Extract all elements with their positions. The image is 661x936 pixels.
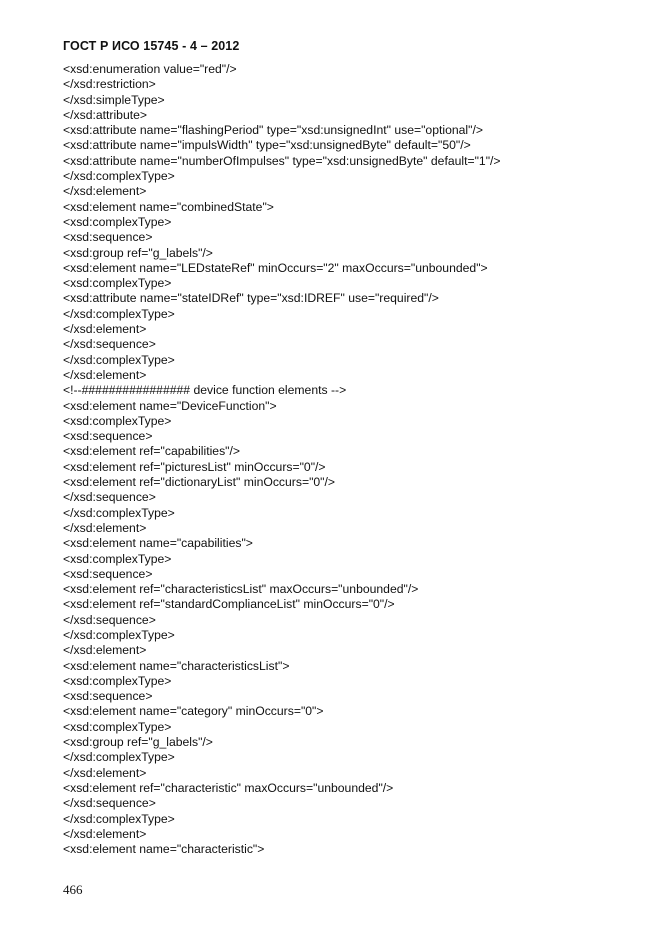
code-line: <xsd:element ref="dictionaryList" minOccurs="0"/>: [63, 475, 336, 490]
code-line: <xsd:attribute name="stateIDRef" type="xsd:IDREF" use="required"/>: [63, 291, 439, 306]
code-line: <xsd:element name="characteristic">: [63, 842, 265, 857]
code-line: </xsd:simpleType>: [63, 92, 165, 107]
code-line: </xsd:complexType>: [63, 169, 175, 184]
code-line: <xsd:sequence>: [63, 429, 153, 444]
code-line: <xsd:element ref="picturesList" minOccurs="0"/>: [63, 459, 326, 474]
code-line: </xsd:element>: [63, 184, 147, 199]
code-line: <xsd:element name="LEDstateRef" minOccurs="2" maxOccurs="unbounded">: [63, 260, 488, 275]
code-line: </xsd:sequence>: [63, 796, 156, 811]
code-line: <xsd:element name="combinedState">: [63, 199, 274, 214]
code-line: </xsd:complexType>: [63, 750, 175, 765]
code-line: <xsd:enumeration value="red"/>: [63, 62, 237, 76]
code-line: </xsd:sequence>: [63, 612, 156, 627]
standard-header: ГОСТ Р ИСО 15745 - 4 – 2012: [63, 39, 240, 53]
code-line: </xsd:element>: [63, 826, 147, 841]
code-line: </xsd:sequence>: [63, 337, 156, 352]
code-line: <xsd:sequence>: [63, 566, 153, 581]
code-line: </xsd:complexType>: [63, 306, 175, 321]
code-line: </xsd:element>: [63, 367, 147, 382]
code-line: <xsd:sequence>: [63, 230, 153, 245]
code-line: <xsd:element ref="standardComplianceList" minOccurs="0"/>: [63, 597, 395, 612]
xsd-code-listing: [63, 62, 643, 857]
code-line: <xsd:complexType>: [63, 551, 172, 566]
code-line: <xsd:attribute name="numberOfImpulses" type="xsd:unsignedByte" default="1"/>: [63, 153, 501, 168]
code-line: </xsd:complexType>: [63, 811, 175, 826]
code-line: <xsd:element ref="capabilities"/>: [63, 444, 241, 459]
code-line: </xsd:complexType>: [63, 505, 175, 520]
code-line: <xsd:group ref="g_labels"/>: [63, 245, 213, 260]
code-line: <xsd:group ref="g_labels"/>: [63, 735, 213, 750]
code-line: <xsd:complexType>: [63, 673, 172, 688]
code-line: <xsd:complexType>: [63, 214, 172, 229]
code-line: </xsd:element>: [63, 765, 147, 780]
code-line: <xsd:complexType>: [63, 276, 172, 291]
code-line: <xsd:element ref="characteristic" maxOccurs="unbounded"/>: [63, 780, 394, 795]
code-line: <xsd:complexType>: [63, 413, 172, 428]
code-line: </xsd:element>: [63, 322, 147, 337]
code-line: <xsd:sequence>: [63, 689, 153, 704]
code-line: <xsd:element name="characteristicsList">: [63, 658, 290, 673]
code-line: <xsd:element name="DeviceFunction">: [63, 398, 277, 413]
code-line: <xsd:element name="capabilities">: [63, 536, 253, 551]
code-line: <xsd:element name="category" minOccurs="0">: [63, 704, 324, 719]
code-line: <xsd:element ref="characteristicsList" maxOccurs="unbounded"/>: [63, 582, 419, 597]
code-line: </xsd:restriction>: [63, 77, 156, 92]
page-number: 466: [63, 882, 83, 897]
code-line: </xsd:element>: [63, 643, 147, 658]
code-line: </xsd:element>: [63, 520, 147, 535]
code-line: <!--################ device function elements -->: [63, 383, 347, 398]
code-line: <xsd:attribute name="impulsWidth" type="xsd:unsignedByte" default="50"/>: [63, 138, 471, 153]
code-line: </xsd:attribute>: [63, 107, 148, 122]
code-line: <xsd:attribute name="flashingPeriod" type="xsd:unsignedInt" use="optional"/>: [63, 123, 483, 138]
code-line: </xsd:complexType>: [63, 627, 175, 642]
code-line: </xsd:sequence>: [63, 490, 156, 505]
code-line: </xsd:complexType>: [63, 352, 175, 367]
code-line: <xsd:complexType>: [63, 719, 172, 734]
